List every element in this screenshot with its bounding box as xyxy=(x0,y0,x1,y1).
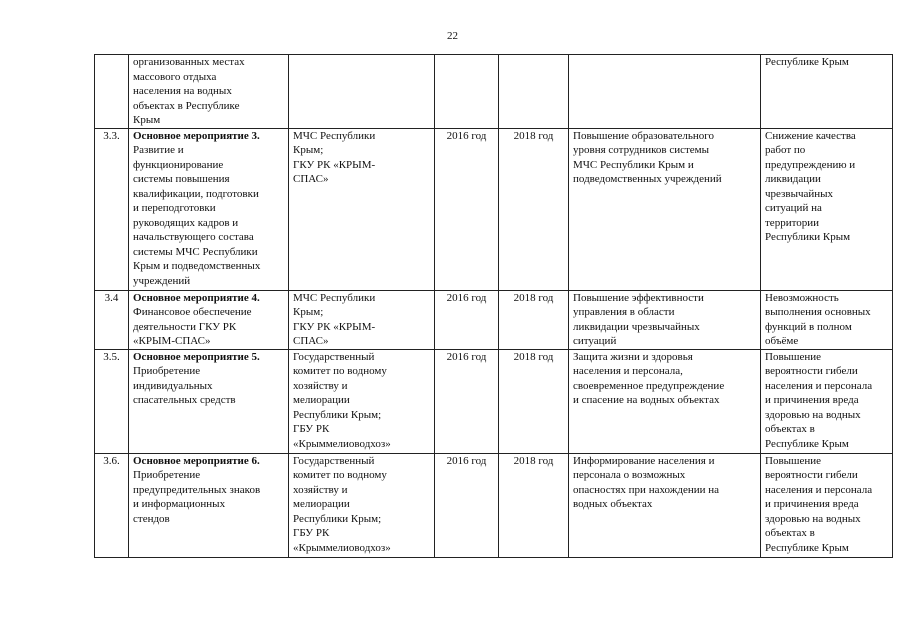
start-year-cell: 2016 год xyxy=(435,453,499,557)
activity-title: Основное мероприятие 3. xyxy=(133,129,260,142)
page-number: 22 xyxy=(447,30,458,42)
executor-cell: МЧС Республики Крым; ГКУ РК «КРЫМ- СПАС» xyxy=(289,290,435,349)
activity-title: Основное мероприятие 6. xyxy=(133,454,260,467)
row-number: 3.6. xyxy=(95,453,129,557)
end-year-cell: 2018 год xyxy=(499,128,569,290)
activities-table xyxy=(94,54,893,558)
activity-cell xyxy=(129,453,289,557)
activity-description: Приобретение предупредительных знаков и информационных стендов xyxy=(133,469,261,525)
executor-cell: МЧС Республики Крым; ГКУ РК «КРЫМ- СПАС» xyxy=(289,128,435,290)
start-year-cell: 2016 год xyxy=(435,128,499,290)
expected-result-cell: Информирование населения и персонала о возможных опасностях при нахождении на водных объектах xyxy=(569,453,761,557)
expected-result-cell: Повышение эффективности управления в области ликвидации чрезвычайных ситуаций xyxy=(569,290,761,349)
expected-result-cell: Защита жизни и здоровья населения и персонала, своевременное предупреждение и спасение на водных объектах xyxy=(569,349,761,453)
table-row xyxy=(95,128,893,290)
table-row xyxy=(95,349,893,453)
activity-cell xyxy=(129,349,289,453)
activity-description: Развитие и функционирование системы повышения квалификации, подготовки и переподготовки руководящих кадров и начальствующего состава системы МЧС Республики Крым и подведомственных учреждений xyxy=(133,144,261,287)
activity-cell xyxy=(129,128,289,290)
activity-description: организованных местах массового отдыха населения на водных объектах в Республике Крым xyxy=(133,56,245,126)
start-year-cell: 2016 год xyxy=(435,349,499,453)
consequence-cell: Повышение вероятности гибели населения и персонала и причинения вреда здоровью на водных объектах в Республике Крым xyxy=(761,453,893,557)
executor-cell xyxy=(289,55,435,129)
activity-title: Основное мероприятие 4. xyxy=(133,291,260,304)
row-number xyxy=(95,55,129,129)
start-year-cell: 2016 год xyxy=(435,290,499,349)
activity-cell xyxy=(129,55,289,129)
activity-description: Финансовое обеспечение деятельности ГКУ РК «КРЫМ-СПАС» xyxy=(133,306,252,347)
end-year-cell: 2018 год xyxy=(499,453,569,557)
end-year-cell xyxy=(499,55,569,129)
row-number: 3.3. xyxy=(95,128,129,290)
table-row xyxy=(95,55,893,129)
end-year-cell: 2018 год xyxy=(499,290,569,349)
expected-result-cell: Повышение образовательного уровня сотрудников системы МЧС Республики Крым и подведомственных учреждений xyxy=(569,128,761,290)
activity-cell xyxy=(129,290,289,349)
consequence-cell: Снижение качества работ по предупреждению и ликвидации чрезвычайных ситуаций на территории Республики Крым xyxy=(761,128,893,290)
activity-description: Приобретение индивидуальных спасательных средств xyxy=(133,365,236,406)
table-row xyxy=(95,290,893,349)
start-year-cell xyxy=(435,55,499,129)
table-row xyxy=(95,453,893,557)
expected-result-cell xyxy=(569,55,761,129)
executor-cell: Государственный комитет по водному хозяйству и мелиорации Республики Крым; ГБУ РК «Крыммелиоводхоз» xyxy=(289,453,435,557)
end-year-cell: 2018 год xyxy=(499,349,569,453)
consequence-cell: Невозможность выполнения основных функций в полном объёме xyxy=(761,290,893,349)
consequence-cell: Республике Крым xyxy=(761,55,893,129)
executor-cell: Государственный комитет по водному хозяйству и мелиорации Республики Крым; ГБУ РК «Крыммелиоводхоз» xyxy=(289,349,435,453)
row-number: 3.4 xyxy=(95,290,129,349)
row-number: 3.5. xyxy=(95,349,129,453)
activity-title: Основное мероприятие 5. xyxy=(133,350,260,363)
consequence-cell: Повышение вероятности гибели населения и персонала и причинения вреда здоровью на водных объектах в Республике Крым xyxy=(761,349,893,453)
